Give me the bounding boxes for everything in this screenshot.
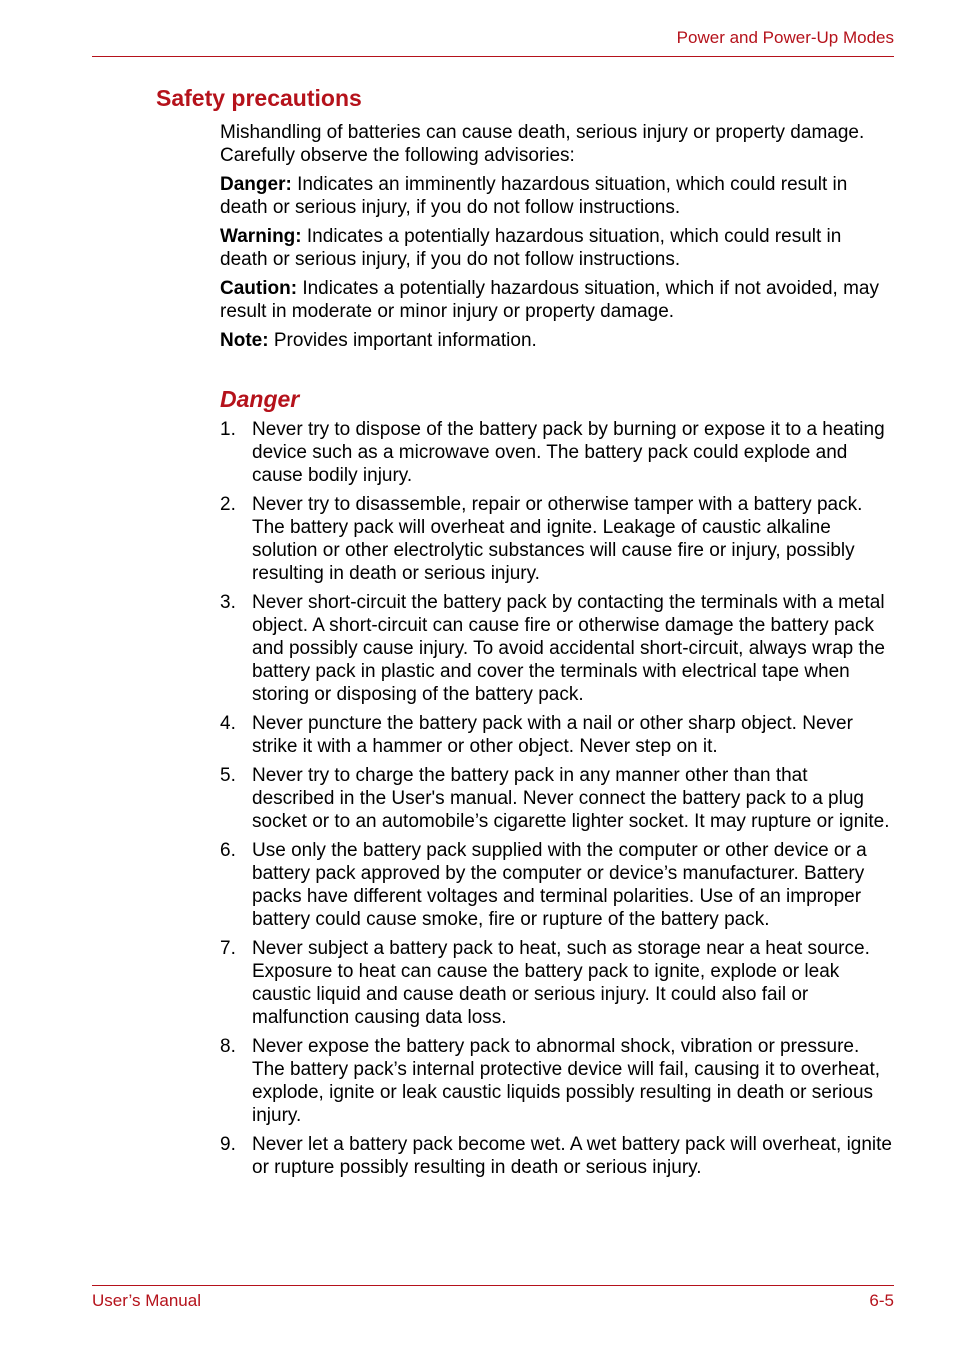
danger-list — [220, 418, 894, 1179]
advisory-label: Caution: — [220, 278, 298, 299]
advisory-caution — [220, 277, 894, 323]
list-item — [220, 1133, 894, 1179]
list-item — [220, 839, 894, 931]
section-heading: Safety precautions — [156, 85, 362, 111]
advisory-warning — [220, 225, 894, 271]
running-header: Power and Power-Up Modes — [676, 28, 894, 47]
list-item-text: Never try to charge the battery pack in any manner other than that described in the User's manual. Never connect the battery pack to a plug socket or to an automobile’s cigarette lighter socket. It may rupture or ignite. — [252, 765, 890, 832]
list-item — [220, 1035, 894, 1127]
advisory-label: Danger: — [220, 174, 292, 195]
list-item-text: Never short-circuit the battery pack by contacting the terminals with a metal object. A short-circuit can cause fire or otherwise damage the battery pack and possibly cause injury. To avoid accidental short-circuit, always wrap the battery pack in plastic and cover the terminals with electrical tape when storing or disposing of the battery pack. — [252, 592, 885, 705]
page-number: 6-5 — [869, 1291, 894, 1310]
list-item-number: 4. — [220, 713, 236, 734]
advisory-text: Indicates a potentially hazardous situation, which if not avoided, may result in moderate or minor injury or property damage. — [220, 278, 879, 322]
body-content — [220, 121, 894, 1185]
advisory-label: Note: — [220, 330, 269, 351]
list-item-number: 5. — [220, 765, 236, 786]
list-item-number: 3. — [220, 592, 236, 613]
list-item-text: Never let a battery pack become wet. A wet battery pack will overheat, ignite or rupture possibly resulting in death or serious injury. — [252, 1134, 892, 1178]
list-item-number: 7. — [220, 938, 236, 959]
list-item-number: 1. — [220, 419, 236, 440]
intro-paragraph: Mishandling of batteries can cause death, serious injury or property damage. Carefully observe the following advisories: — [220, 122, 865, 166]
list-item-text: Use only the battery pack supplied with the computer or other device or a battery pack approved by the computer or device’s manufacturer. Battery packs have different voltages and terminal polarities. Use of an improper battery could cause smoke, fire or rupture of the battery pack. — [252, 840, 867, 930]
list-item — [220, 764, 894, 833]
list-item-number: 2. — [220, 494, 236, 515]
header-rule — [92, 56, 894, 57]
list-item-text: Never puncture the battery pack with a nail or other sharp object. Never strike it with a hammer or other object. Never step on it. — [252, 713, 853, 757]
advisory-label: Warning: — [220, 226, 302, 247]
list-item — [220, 712, 894, 758]
advisory-text: Indicates an imminently hazardous situation, which could result in death or serious injury, if you do not follow instructions. — [220, 174, 848, 218]
advisory-danger — [220, 173, 894, 219]
list-item — [220, 591, 894, 706]
list-item-number: 8. — [220, 1036, 236, 1057]
list-item-text: Never expose the battery pack to abnormal shock, vibration or pressure. The battery pack’s internal protective device will fail, causing it to overheat, explode, ignite or leak caustic liquids possibly resulting in death or serious injury. — [252, 1036, 881, 1126]
list-item-text: Never try to dispose of the battery pack by burning or expose it to a heating device such as a microwave oven. The battery pack could explode and cause bodily injury. — [252, 419, 885, 486]
list-item — [220, 418, 894, 487]
list-item-text: Never subject a battery pack to heat, such as storage near a heat source. Exposure to heat can cause the battery pack to ignite, explode or leak caustic liquid and cause death or serious injury. It could also fail or malfunction causing data loss. — [252, 938, 870, 1028]
list-item-number: 9. — [220, 1134, 236, 1155]
list-item — [220, 937, 894, 1029]
advisory-note — [220, 329, 894, 352]
list-item — [220, 493, 894, 585]
advisory-text: Provides important information. — [273, 330, 537, 351]
footer-rule — [92, 1285, 894, 1286]
advisory-text: Indicates a potentially hazardous situation, which could result in death or serious injury, if you do not follow instructions. — [220, 226, 842, 270]
danger-heading: Danger — [220, 386, 300, 412]
list-item-number: 6. — [220, 840, 236, 861]
footer-manual-title: User’s Manual — [92, 1291, 201, 1310]
list-item-text: Never try to disassemble, repair or otherwise tamper with a battery pack. The battery pack will overheat and ignite. Leakage of caustic alkaline solution or other electrolytic substances will cause fire or injury, possibly resulting in death or serious injury. — [252, 494, 863, 584]
